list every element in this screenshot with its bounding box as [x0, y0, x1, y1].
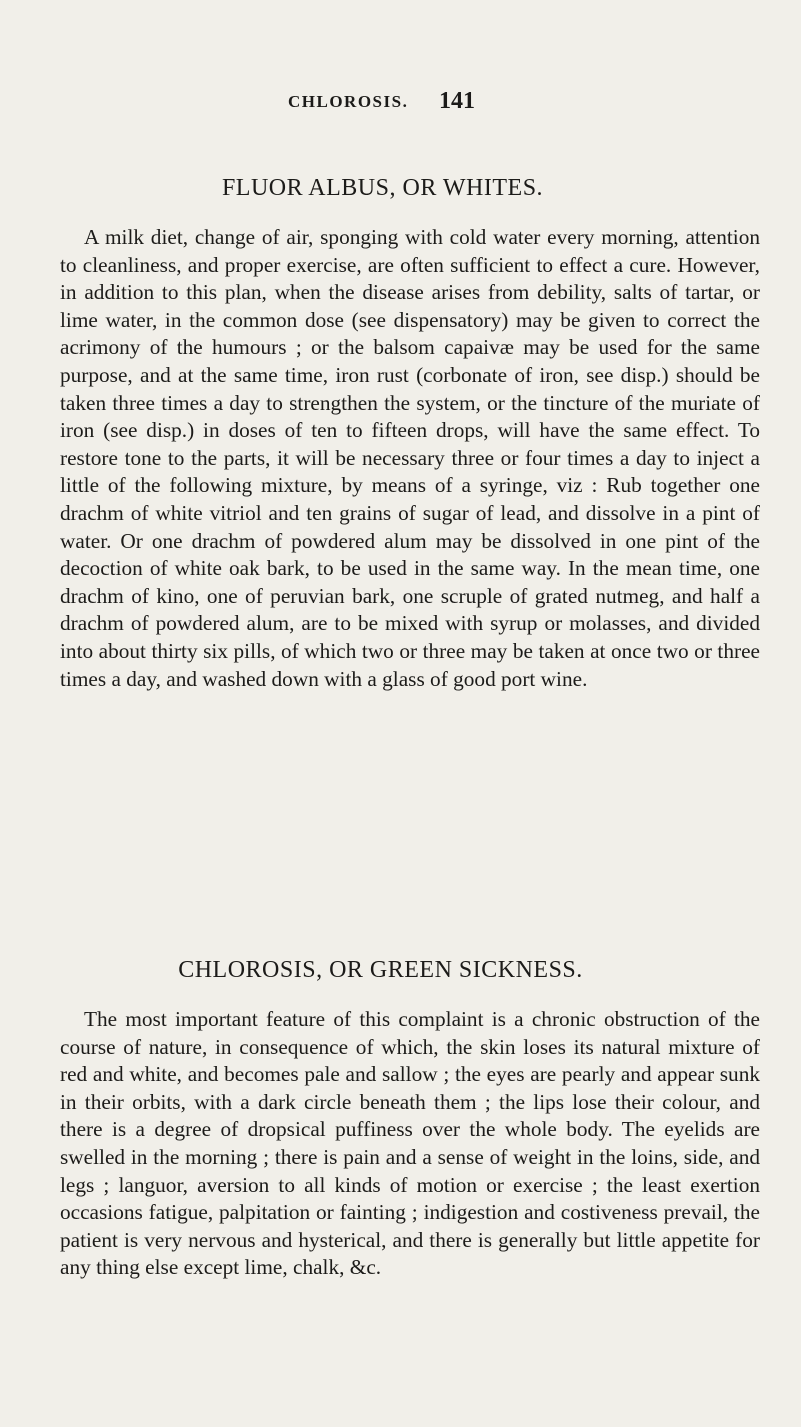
section-paragraph-chlorosis: The most important feature of this complaint is a chronic obstruction of the course of nature, in consequence of which, the skin loses its natural mixture of red and white, and becomes pale and sallow ; the eyes are pearly and appear sunk in their orbits, with a dark circle beneath them ; the lips lose their colour, and there is a degree of dropsical puffiness over the whole body. The eyelids are swelled in the morning ; there is pain and a sense of weight in the loins, side, and legs ; languor, aversion to all kinds of motion or exercise ; the least exertion occasions fatigue, palpitation or fainting ; indigestion and costiveness prevail, the patient is very nervous and hysterical, and there is generally but little appetite for any thing else except lime, chalk, &c.: [60, 1007, 760, 1280]
section-heading-chlorosis: CHLOROSIS, OR GREEN SICKNESS.: [178, 957, 583, 983]
running-head: [0, 88, 801, 118]
running-title: CHLOROSIS.: [288, 92, 409, 111]
page-number: 141: [439, 88, 475, 114]
section-paragraph-fluor-albus: A milk diet, change of air, sponging with cold water every morning, attention to cleanliness, and proper exercise, are often sufficient to effect a cure. However, in addition to this plan, when the disease arises from debility, salts of tartar, or lime water, in the common dose (see dispensatory) may be given to correct the acrimony of the humours ; or the balsom capaivæ may be used for the same purpose, and at the same time, iron rust (corbonate of iron, see disp.) should be taken three times a day to strengthen the system, or the tincture of the muriate of iron (see disp.) in doses of ten to fifteen drops, will have the same effect. To restore tone to the parts, it will be necessary three or four times a day to inject a little of the following mixture, by means of a syringe, viz : Rub together one drachm of white vitriol and ten grains of sugar of lead, and dissolve in a pint of water. Or one drachm of powdered alum may be dissolved in one pint of the decoction of white oak bark, to be used in the same way. In the mean time, one drachm of kino, one of peruvian bark, one scruple of grated nutmeg, and half a drachm of powdered alum, are to be mixed with syrup or molasses, and divided into about thirty six pills, of which two or three may be taken at once two or three times a day, and washed down with a glass of good port wine.: [60, 225, 760, 691]
section-heading-fluor-albus: FLUOR ALBUS, OR WHITES.: [221, 175, 544, 201]
